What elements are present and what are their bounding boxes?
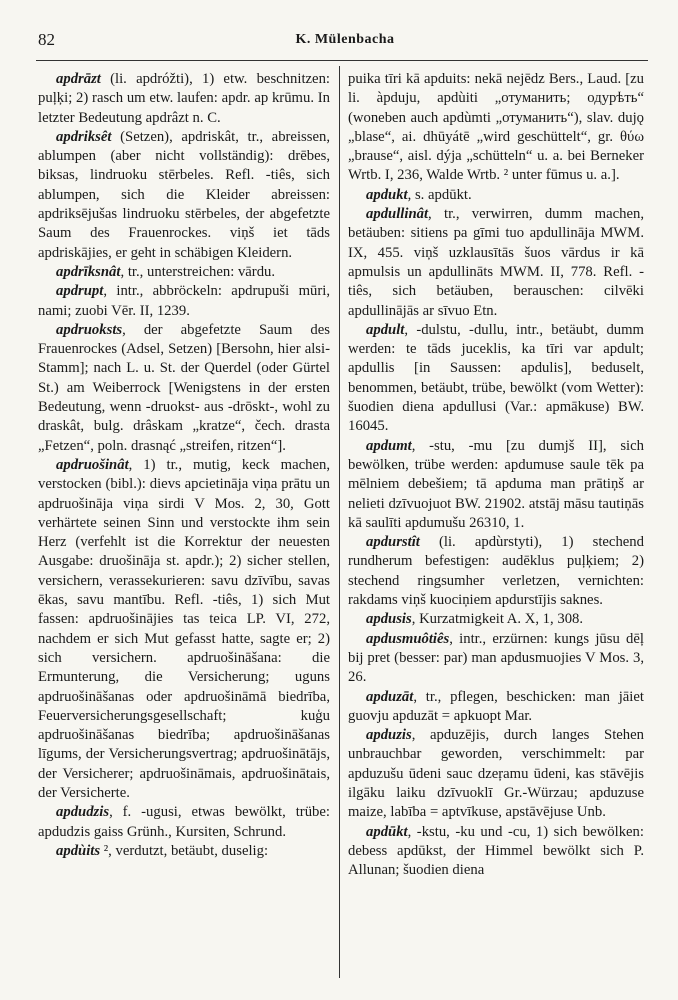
entry-headword: apdrīksnât [56,263,121,280]
page-header [38,30,652,56]
entry-definition: , tr., verwirren, dumm machen, betäuben: sitiens pa gīmi tuo apdullināja MWM. IX, 455. viņš uzklausītās šuos vārdus ir kā apmulsis un apdullināts MWM. II, 778. Refl. -tiês, sich betäuben, berauschen: cilvēki apdullinājās ar sīvuo Etn. [348,206,644,319]
dictionary-entry [38,321,330,456]
dictionary-entry [38,282,330,321]
left-column [38,70,330,861]
entry-headword: apdrupt [56,283,104,300]
entry-definition: , f. -ugusi, etwas bewölkt, trübe: apdudzis gaiss Grünh., Kursiten, Schrund. [38,804,330,840]
entry-definition: (li. apdùrstyti), 1) stechend rundherum befestigen: audēklus puļķiem; 2) stechend ringsumher verletzen, vernichten: rakdams viņš kuociņiem apdurstījis saknes. [348,534,644,609]
entry-definition: , 1) tr., mutig, keck machen, verstocken (bibl.): dievs apcietināja viņa prātu un apdruošināja viņa sirdi V Mos. 2, 30, Gott verhärtete seinen Sinn und verstockte ihm sein Herz (verfehlt ist die Korrektur der neuesten Ausgabe: druošināja st. apdr.); 2) sicher stellen, versichern, verassekurieren: savu dzīvību, savas ēkas, savu mantību. Refl. -tiês, 1) sich Mut fassen: apdruošinājies tas teica LP. VI, 272, nachdem er sich Mut gefasst hatte, sagte er; 2) sich versichern. apdruošināšana: die Ermunterung, die Versicherung; uguns apdruošināšanas oder apdruošināmā biedrība, Feuerversicherungsgesellschaft; kuģu apdruošināšanas biedrība; apdruošināšanas līgums, der Versicherungsvertrag; apdruošinātājs, der Versicherer; apdruošināmais, apdruošinātais, der Versicherte. [38,456,330,801]
dictionary-entry [348,610,644,629]
entry-definition: , der abgefetzte Saum des Frauenrockes (Adsel, Setzen) [Bersohn, hier alsi-Stamm]; nach L. u. St. der Querdel (oder Gürtel St.) am Weiberrock [Wenigstens in der ersten Bedeutung, wenn -druokst- aus -drōskt-, wohl zu draskât, bulg. drâskam „kratze“, čech. drasta „Fetzen“, poln. drasnąć „streifen, ritzen“]. [38,321,330,454]
dictionary-entry [348,186,644,205]
entry-headword: apdult [366,321,405,338]
entry-definition: puika tīri kā apduits: nekā nejēdz Bers., Laud. [zu li. àpduju, apdùiti „отуманить; одурѣть“ (woneben auch apdùmti „отуманить“), slav. dujǫ „blase“, ai. dhūyátē „wird geschüttelt“, gr. θύω „brause“, aisl. dýja „schütteln“ u. a. bei Berneker Wrtb. I, 236, Walde Wrtb. ² unter fūmus u. a.]. [348,71,644,184]
dictionary-entry [348,70,644,186]
entry-definition: , intr., erzürnen: kungs jūsu dēļ bij pret (besser: par) man apdusmuojies V Mos. 3, 26. [348,630,644,686]
header-rule [36,60,648,61]
entry-headword: apdullinât [366,206,429,223]
entry-headword: apdruošinât [56,456,129,473]
entry-definition: (Setzen), apdriskât, tr., abreissen, ablumpen (aber nicht vollständig): drēbes, biksas, lindruoku stērbeles. Refl. -tiês, sich ablumpen, sich die Kleider abreissen: apdriksējušas lindruoku stērbeles, der abgefetzte Saum des Frauenrockes. viņš iet tāds apdriskājies, er geht in schäbigen Kleidern. [38,128,330,261]
entry-definition: , tr., pflegen, beschicken: man jāiet guovju apduzāt = apkuopt Mar. [348,688,644,724]
entry-definition: ², verdutzt, betäubt, duselig: [100,842,269,859]
entry-definition: , -kstu, -ku und -cu, 1) sich bewölken: debess apdūkst, der Himmel bewölkt sich P. Allunan; šuodien diena [348,823,644,879]
entry-definition: (li. apdróžti), 1) etw. beschnitzen: puļķi; 2) rasch um etw. laufen: apdr. ap krūmu. In letzter Bedeutung apdrâzt n. C. [38,71,330,126]
entry-definition: , -stu, -mu [zu dumjš II], sich bewölken, trübe werden: apdumuse saule tēk pa mēlniem debešiem; tā apduma man prātiņš ar nelieti dzīvuojuot BW. 21902. atstāj māsu tautiņās kā saulīti apdumušu 26310, 1. [348,437,644,531]
entry-headword: apdùits [56,842,101,859]
dictionary-entry [348,321,644,437]
entry-headword: apdruoksts [56,321,123,338]
entry-definition: , -dulstu, -dullu, intr., betäubt, dumm werden: te tāds juceklis, ka tīri var apdult; apdullis [in Saussen: apdulis], beduselt, benommen, betäubt, trübe, bewölkt (vom Wetter): šuodien diena apdullusi (Var.: apmākuse) BW. 16045. [348,321,644,435]
entry-definition: , s. apdūkt. [407,186,472,203]
entry-headword: apdumt [366,437,412,454]
dictionary-entry [348,823,644,881]
dictionary-entry [38,803,330,842]
dictionary-entry [38,70,330,128]
entry-definition: , apduzējis, durch langes Stehen unbrauchbar geworden, verschimmelt: par apduzušu ūdeni sauc dzeŗamu ūdeni, kas stāvējis ilgāku laiku dzīvuoklī Gr.-Würzau; apduzuse maize, labība = aptvīkuse, apstāvējuse Unb. [348,727,644,821]
dictionary-entry [38,456,330,803]
entry-headword: apduzāt [366,688,414,705]
dictionary-entry [38,128,330,263]
entry-headword: apduzis [366,727,412,744]
dictionary-entry [348,630,644,688]
entry-headword: apdūkt [366,823,408,840]
dictionary-entry [348,205,644,321]
dictionary-entry [348,533,644,610]
entry-headword: apdusmuôtiês [366,630,450,647]
dictionary-entry [38,263,330,282]
entry-headword: apdrāzt [56,71,101,87]
running-head: K. Mülenbacha [295,32,395,47]
entry-definition: , intr., abbröckeln: apdrupuši mūri, nami; zuobi Vēr. II, 1239. [38,283,330,319]
page-number: 82 [38,30,55,49]
entry-headword: apdusis [366,611,412,628]
entry-definition: , tr., unterstreichen: vārdu. [120,263,276,280]
right-column [348,70,644,880]
dictionary-entry [348,688,644,727]
dictionary-entry [38,842,330,861]
dictionary-entry [348,437,644,533]
dictionary-entry [348,726,644,822]
entry-headword: apdukt [366,186,408,203]
entry-definition: , Kurzatmigkeit A. X, 1, 308. [411,611,584,628]
entry-headword: apdurstît [366,534,420,551]
entry-headword: apdriksêt [56,128,112,145]
column-divider [339,66,340,978]
entry-headword: apdudzis [56,804,110,821]
